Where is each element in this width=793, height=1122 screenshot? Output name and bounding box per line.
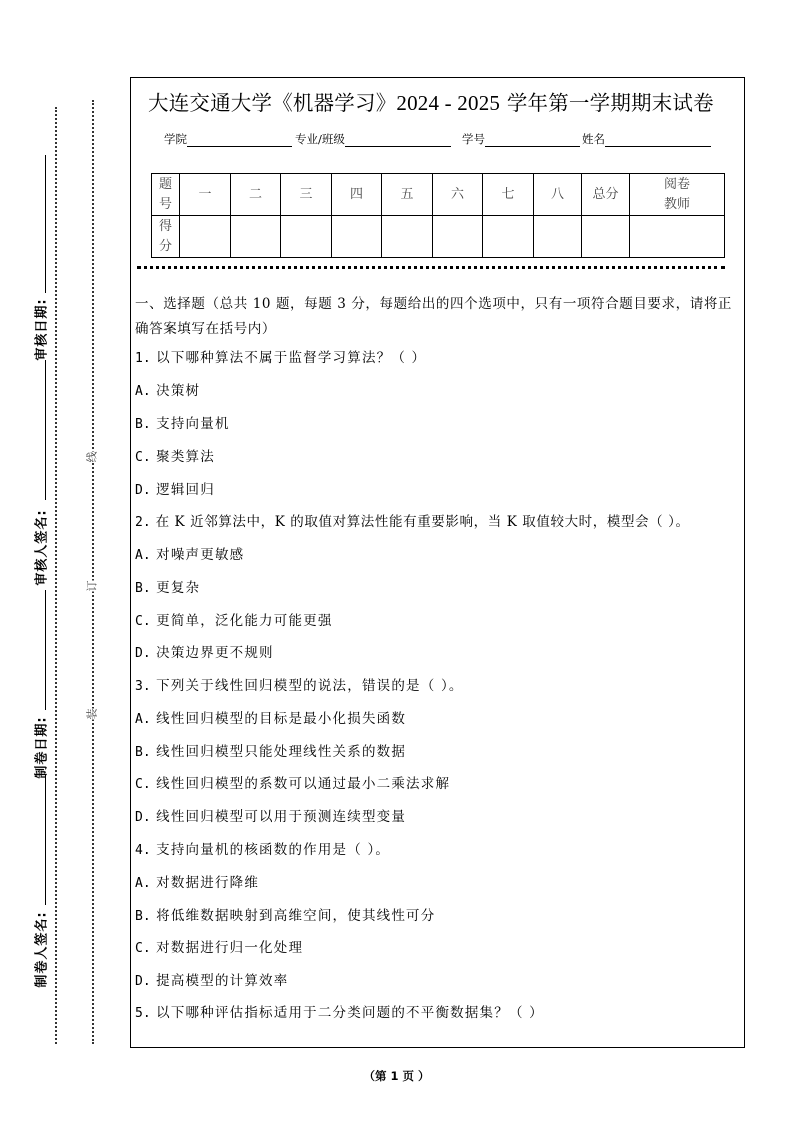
student-id-label: 学号 [462, 132, 485, 146]
question-4: 4. 支持向量机的核函数的作用是（ ）。 [135, 842, 391, 858]
question-3: 3. 下列关于线性回归模型的说法，错误的是（ ）。 [135, 678, 464, 694]
reviewer-sign-line-top [45, 360, 46, 500]
option[interactable]: D. 决策边界更不规则 [135, 645, 274, 661]
col-header: 二 [231, 174, 281, 216]
name-label: 姓名 [582, 132, 605, 146]
score-row-header: 得 分 [152, 216, 180, 258]
college-label: 学院 [164, 132, 187, 146]
score-table [151, 173, 725, 258]
option[interactable]: A. 决策树 [135, 383, 201, 399]
score-cell[interactable] [281, 216, 332, 258]
grader-cell[interactable] [630, 216, 725, 258]
col-header: 六 [433, 174, 483, 216]
cut-mark-line: 线 [85, 451, 99, 463]
total-header: 总分 [582, 174, 630, 216]
reviewer-signature-label: 审核人签名: [34, 509, 50, 586]
grader-header: 阅卷 教师 [630, 174, 725, 216]
inner-dotted-line [55, 107, 57, 1044]
option[interactable]: A. 线性回归模型的目标是最小化损失函数 [135, 711, 407, 727]
maker-date-line[interactable] [45, 775, 46, 905]
option[interactable]: D. 线性回归模型可以用于预测连续型变量 [135, 809, 407, 825]
reviewer-sign-line[interactable] [45, 590, 46, 710]
question-number-header: 题 号 [152, 174, 180, 216]
question-5: 5. 以下哪种评估指标适用于二分类问题的不平衡数据集？（ ） [135, 1005, 544, 1021]
col-header: 三 [281, 174, 332, 216]
score-table-header-row [152, 174, 725, 216]
name-field[interactable] [605, 133, 711, 147]
option[interactable]: C. 聚类算法 [135, 449, 215, 465]
page-number: （第 1 页 ） [363, 1069, 430, 1083]
score-cell[interactable] [483, 216, 534, 258]
major-class-field[interactable] [345, 133, 451, 147]
score-cell[interactable] [433, 216, 483, 258]
option[interactable]: C. 线性回归模型的系数可以通过最小二乘法求解 [135, 776, 451, 792]
option[interactable]: A. 对数据进行降维 [135, 875, 260, 891]
cut-mark-bind: 订 [85, 580, 99, 592]
score-cell[interactable] [382, 216, 433, 258]
col-header: 七 [483, 174, 534, 216]
question-2: 2. 在 K 近邻算法中，K 的取值对算法性能有重要影响，当 K 取值较大时，模型会（ ）。 [135, 514, 690, 530]
score-table-score-row [152, 216, 725, 258]
score-cell[interactable] [231, 216, 281, 258]
question-1: 1. 以下哪种算法不属于监督学习算法？（ ） [135, 350, 427, 366]
score-cell[interactable] [180, 216, 231, 258]
col-header: 四 [332, 174, 382, 216]
title-term: 学年第一学期期末试卷 [500, 91, 714, 115]
score-cell[interactable] [534, 216, 582, 258]
option[interactable]: B. 将低维数据映射到高维空间，使其线性可分 [135, 908, 436, 924]
section-heading: 一、选择题（总共 10 题，每题 3 分，每题给出的四个选项中，只有一项符合题目要求，请将正确答案填写在括号内） [135, 296, 733, 337]
review-date-line[interactable] [45, 155, 46, 293]
option[interactable]: D. 提高模型的计算效率 [135, 973, 289, 989]
student-id-field[interactable] [485, 133, 580, 147]
score-cell[interactable] [332, 216, 382, 258]
option[interactable]: C. 更简单，泛化能力可能更强 [135, 613, 333, 629]
major-class-label: 专业/班级 [295, 132, 345, 146]
college-field[interactable] [187, 133, 292, 147]
dotted-separator [137, 266, 725, 269]
option[interactable]: A. 对噪声更敏感 [135, 547, 245, 563]
review-date-label: 审核日期: [34, 298, 50, 361]
col-header: 八 [534, 174, 582, 216]
option[interactable]: B. 更复杂 [135, 580, 201, 596]
option[interactable]: C. 对数据进行归一化处理 [135, 940, 304, 956]
exam-title [148, 86, 738, 116]
maker-date-label: 制卷日期: [34, 716, 50, 779]
maker-signature-label: 制卷人签名: [34, 911, 50, 988]
total-score-cell[interactable] [582, 216, 630, 258]
option[interactable]: D. 逻辑回归 [135, 482, 215, 498]
option[interactable]: B. 线性回归模型只能处理线性关系的数据 [135, 744, 407, 760]
title-year: 2024 - 2025 [396, 91, 501, 115]
cut-dotted-line [92, 100, 94, 1044]
col-header: 五 [382, 174, 433, 216]
option[interactable]: B. 支持向量机 [135, 416, 230, 432]
cut-mark-staple: 装 [85, 708, 99, 720]
title-course: 大连交通大学《机器学习》 [148, 91, 397, 115]
col-header: 一 [180, 174, 231, 216]
